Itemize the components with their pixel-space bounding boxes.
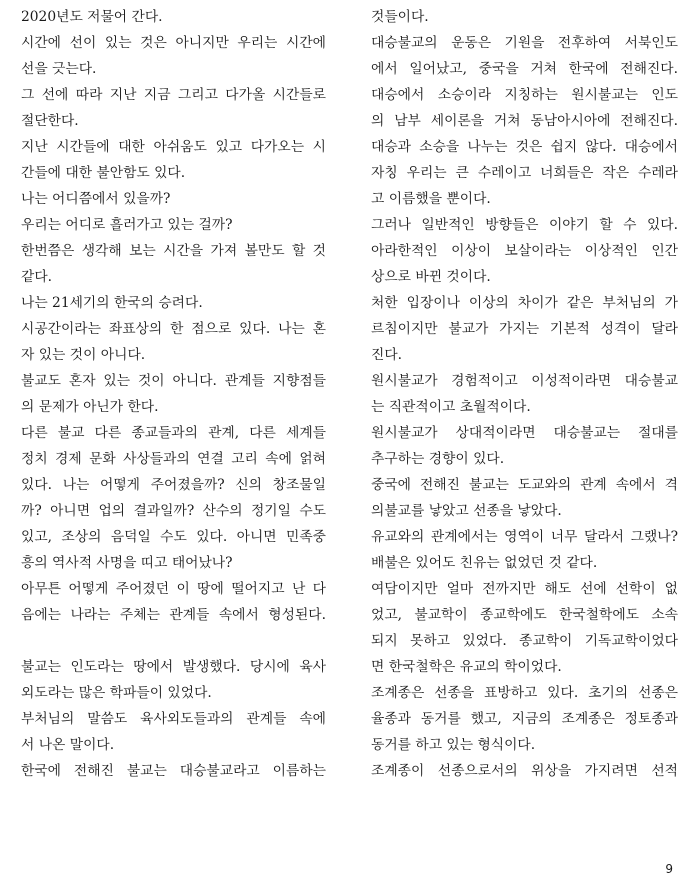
text-line: 원시불교가 상대적이라면 대승불교는 절대를 [371,425,678,441]
text-line: 되지 못하고 있었다. 종교학이 기독교학이었다 [371,633,678,649]
text-line: 의 문제가 아닌가 한다. [21,399,159,415]
text-line: 중국에 전해진 불교는 도교와의 관계 속에서 격 [371,477,678,493]
text-line: 자칭 우리는 큰 수레이고 너희들은 작은 수레라 [371,165,678,181]
text-line: 조계종이 선종으로서의 위상을 가지려면 선적 [371,763,678,779]
text-line: 다른 불교 다른 종교들과의 관계, 다른 세계들 [21,425,326,441]
text-line: 상으로 바뀐 것이다. [371,269,491,285]
text-line: 우리는 어디로 흘러가고 있는 걸까? [21,217,233,233]
text-line: 유교와의 관계에서는 영역이 너무 달라서 그랬나? [371,529,678,545]
text-line: 조계종은 선종을 표방하고 있다. 초기의 선종은 [371,685,678,701]
text-line: 에서 일어났고, 중국을 거쳐 한국에 전해진다. [371,61,678,77]
text-line: 불교도 혼자 있는 것이 아니다. 관계들 지향점들 [21,373,326,389]
text-line: 원시불교가 경험적이고 이성적이라면 대승불교 [371,373,678,389]
text-line: 나는 21세기의 한국의 승려다. [21,295,203,311]
text-line: 나는 어디쯤에서 있을까? [21,191,171,207]
text-line: 서 나온 말이다. [21,737,115,753]
text-line: 고 이름했을 뿐이다. [371,191,491,207]
text-line: 동거를 하고 있는 형식이다. [371,737,536,753]
right-text-column [371,4,678,784]
text-line: 간들에 대한 불안함도 있다. [21,165,186,181]
text-line: 절단한다. [21,113,79,129]
text-line: 진다. [371,347,403,363]
text-line: 시간에 선이 있는 것은 아니지만 우리는 시간에 [21,35,326,51]
text-line: 그러나 일반적인 방향들은 이야기 할 수 있다. [371,217,678,233]
text-line: 는 직관적이고 초월적이다. [371,399,531,415]
text-line: 정치 경제 문화 사상들과의 연결 고리 속에 얽혀 [21,451,326,467]
text-line: 여담이지만 얼마 전까지만 해도 선에 선학이 없 [371,581,678,597]
text-line: 추구하는 경향이 있다. [371,451,505,467]
text-line: 대승불교의 운동은 기원을 전후하여 서북인도 [371,35,678,51]
text-line: 있다. 나는 어떻게 주어졌을까? 신의 창조물일 [21,477,326,493]
text-line: 불교는 인도라는 땅에서 발생했다. 당시에 육사 [21,659,326,675]
text-line: 부처님의 말씀도 육사외도들과의 관계들 속에 [21,711,326,727]
text-line: 흥의 역사적 사명을 띠고 태어났나? [21,555,233,571]
text-line: 시공간이라는 좌표상의 한 점으로 있다. 나는 혼 [21,321,326,337]
text-line: 음에는 나라는 주체는 관계들 속에서 형성된다. [21,607,326,623]
text-line: 대승에서 소승이라 지칭하는 원시불교는 인도 [371,87,678,103]
text-line: 르침이지만 불교가 가지는 기본적 성격이 달라 [371,321,678,337]
text-line: 아라한적인 이상이 보살이라는 이상적인 인간 [371,243,678,259]
text-line: 그 선에 따라 지난 지금 그리고 다가올 시간들로 [21,87,326,103]
text-line: 지난 시간들에 대한 아쉬움도 있고 다가오는 시 [21,139,326,155]
paragraph-gap [21,628,326,654]
text-line: 처한 입장이나 이상의 차이가 같은 부처님의 가 [371,295,678,311]
text-line: 외도라는 많은 학파들이 있었다. [21,685,212,701]
text-line: 2020년도 저물어 간다. [21,9,163,25]
text-line: 한국에 전해진 불교는 대승불교라고 이름하는 [21,763,326,779]
text-line: 아무튼 어떻게 주어졌던 이 땅에 떨어지고 난 다 [21,581,326,597]
text-line: 자 있는 것이 아니다. [21,347,146,363]
text-line: 한번쯤은 생각해 보는 시간을 가져 볼만도 할 것 [21,243,326,259]
text-line: 면 한국철학은 유교의 학이었다. [371,659,562,675]
text-line: 같다. [21,269,53,285]
text-line: 것들이다. [371,9,429,25]
text-line: 었고, 불교학이 종교학에도 한국철학에도 소속 [371,607,678,623]
text-line: 배불은 있어도 친유는 없었던 것 같다. [371,555,598,571]
text-line: 있고, 조상의 음덕일 수도 있다. 아니면 민족중 [21,529,326,545]
text-line: 의 남부 세이론을 거쳐 동남아시아에 전해진다. [371,113,678,129]
page-number: 9 [665,862,673,876]
text-line: 대승과 소승을 나누는 것은 쉽지 않다. 대승에서 [371,139,678,155]
text-line: 의불교를 낳았고 선종을 낳았다. [371,503,562,519]
left-text-column [21,4,326,784]
text-line: 까? 아니면 업의 결과일까? 산수의 정기일 수도 [21,503,326,519]
text-line: 율종과 동거를 했고, 지금의 조계종은 정토종과 [371,711,678,727]
text-line: 선을 긋는다. [21,61,97,77]
